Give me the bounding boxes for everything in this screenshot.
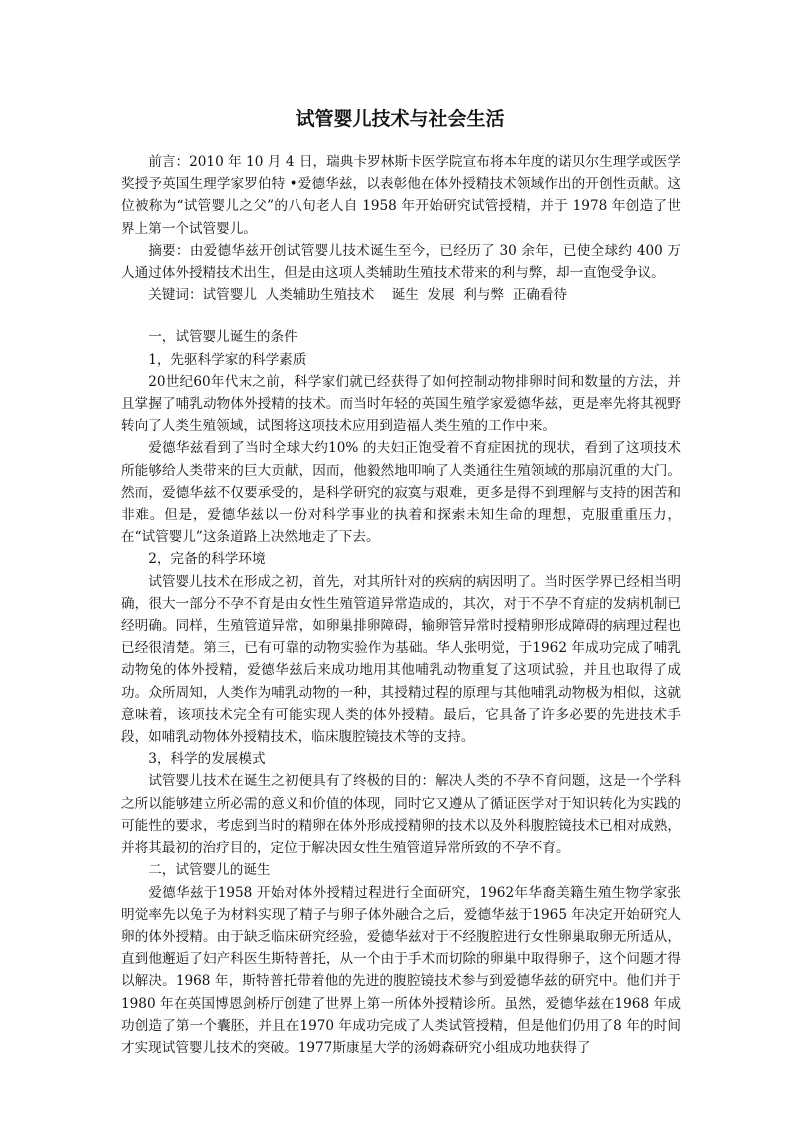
subsection-heading: 1，先驱科学家的科学素质 — [148, 351, 307, 368]
section-heading: 一，试管婴儿诞生的条件 — [148, 329, 298, 346]
subsection-heading: 3，科学的发展模式 — [148, 751, 266, 768]
subsection-heading: 2，完备的科学环境 — [148, 551, 266, 568]
keywords-paragraph: 关键词：试管婴儿 人类辅助生殖技术 诞生 发展 利与弊 正确看待 — [148, 287, 568, 304]
preface-paragraph: 前言：2010 年 10 月 4 日，瑞典卡罗林斯卡医学院宣布将本年度的诺贝尔生理学或医学奖授予英国生理学家罗伯特 •爱德华兹，以表彰他在体外授精技术领域作出的开创性贡献。这位被称为“试管婴儿之父”的八旬老人自 1958 年开始研究试管授精，并于 1978 年创造了世界上第一个试管婴儿。 — [121, 154, 681, 237]
section-heading: 二，试管婴儿的诞生 — [148, 862, 271, 879]
body-paragraph: 20世纪60年代末之前，科学家们就已经获得了如何控制动物排卵时间和数量的方法，并且掌握了哺乳动物体外授精的技术。而当时年轻的英国生殖学家爱德华兹，更是率先将其视野转向了人类生殖领域，试图将这项技术应用到造福人类生殖的工作中来。 — [121, 373, 681, 435]
document-title: 试管婴儿技术与社会生活 — [295, 108, 505, 130]
body-paragraph: 爱德华兹于1958 开始对体外授精过程进行全面研究，1962年华裔美籍生殖生物学家张明觉率先以兔子为材料实现了精子与卵子体外融合之后，爱德华兹于1965 年决定开始研究人卵的体外授精。由于缺乏临床研究经验，爱德华兹对于不经腹腔进行女性卵巢取卵无所适从，直到他邂逅了妇产科医生斯特普托，从一个由于手术而切除的卵巢中取得卵子，这个问题才得以解决。1968 年，斯特普托带着他的先进的腹腔镜技术参与到爱德华兹的研究中。他们并于1980 年在英国博恩剑桥厅创建了世界上第一所体外授精诊所。虽然，爱德华兹在1968 年成功创造了第一个囊胚，并且在1970 年成功完成了人类试管授精，但是他们仍用了8 年的时间才实现试管婴儿技术的突破。1977斯康星大学的汤姆森研究小组成功地获得了 — [121, 884, 681, 1056]
body-paragraph: 爱德华兹看到了当时全球大约10% 的夫妇正饱受着不育症困扰的现状，看到了这项技术所能够给人类带来的巨大贡献，因而，他毅然地叩响了人类通往生殖领域的那扇沉重的大门。然而，爱德华兹不仅要承受的，是科学研究的寂寞与艰难，更多是得不到理解与支持的困苦和非难。但是，爱德华兹以一份对科学事业的执着和探索未知生命的理想，克服重重压力，在“试管婴儿”这条道路上决然地走了下去。 — [121, 440, 681, 546]
body-paragraph: 试管婴儿技术在形成之初，首先，对其所针对的疾病的病因明了。当时医学界已经相当明确，很大一部分不孕不育是由女性生殖管道异常造成的，其次，对于不孕不育症的发病机制已经明确。同样，生殖管道异常，如卵巢排卵障碍，输卵管异常时授精卵形成障碍的病理过程也已经很清楚。第三，已有可靠的动物实验作为基础。华人张明觉，于1962 年成功完成了哺乳动物兔的体外授精，爱德华兹后来成功地用其他哺乳动物重复了这项试验，并且也取得了成功。众所周知，人类作为哺乳动物的一种，其授精过程的原理与其他哺乳动物极为相似，这就意味着，该项技术完全有可能实现人类的体外授精。最后，它具备了许多必要的先进技术手段，如哺乳动物体外授精技术，临床腹腔镜技术等的支持。 — [121, 573, 681, 746]
body-paragraph: 试管婴儿技术在诞生之初便具有了终极的目的：解决人类的不孕不育问题，这是一个学科之所以能够建立所必需的意义和价值的体现，同时它又遵从了循证医学对于知识转化为实践的可能性的要求，考虑到当时的精卵在体外形成授精卵的技术以及外科腹腔镜技术已相对成熟，并将其最初的治疗目的，定位于解决因女性生殖管道异常所致的不孕不育。 — [121, 773, 681, 857]
document-body — [121, 151, 681, 1059]
abstract-paragraph: 摘要：由爱德华兹开创试管婴儿技术诞生至今，已经历了 30 余年，已使全球约 400 万人通过体外授精技术出生，但是由这项人类辅助生殖技术带来的利与弊，却一直饱受争议。 — [121, 242, 681, 282]
spacer — [121, 306, 681, 326]
